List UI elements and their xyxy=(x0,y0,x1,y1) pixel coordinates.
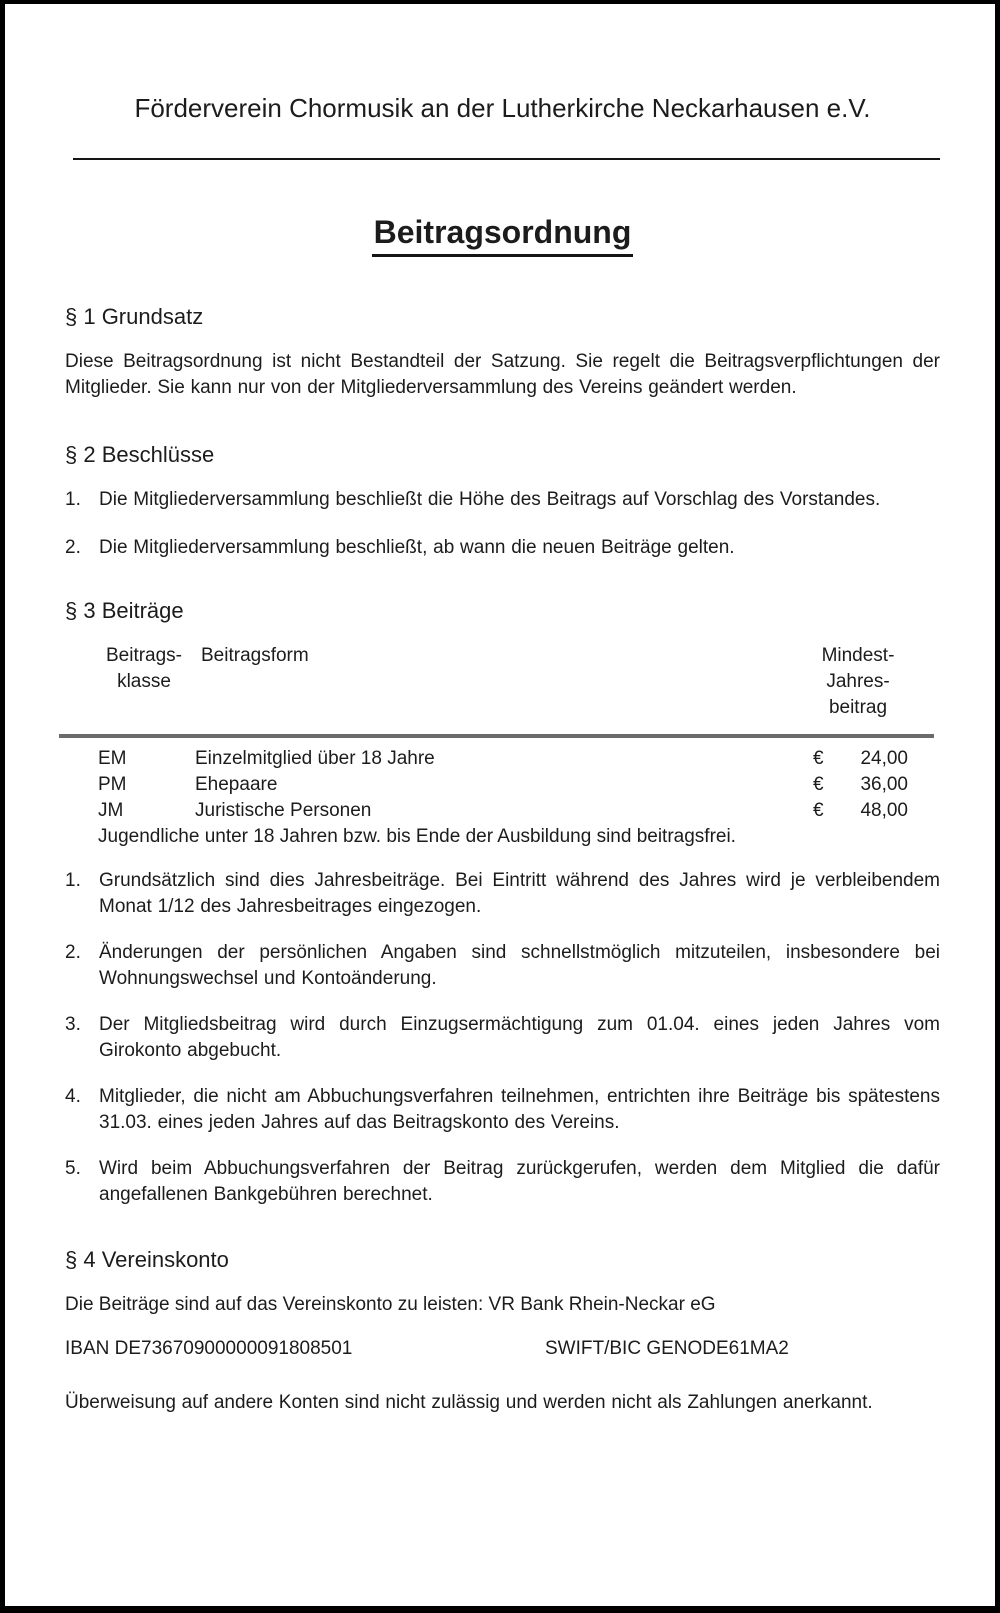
list-item xyxy=(65,487,940,513)
fee-table-header xyxy=(98,643,908,721)
document-title-text: Beitragsordnung xyxy=(372,212,634,257)
fee-table xyxy=(98,746,908,850)
swift-text: SWIFT/BIC GENODE61MA2 xyxy=(545,1338,789,1359)
fee-header-form: Beitragsform xyxy=(201,645,309,666)
item-number: 5. xyxy=(65,1158,81,1179)
fee-row xyxy=(98,798,908,824)
list-item xyxy=(65,535,940,561)
section-heading-3: § 3 Beiträge xyxy=(65,598,184,623)
fee-class: PM xyxy=(98,774,127,795)
currency-symbol: € xyxy=(813,774,824,795)
fee-form: Einzelmitglied über 18 Jahre xyxy=(195,748,435,769)
fee-row xyxy=(98,746,908,772)
fee-table-divider xyxy=(59,734,934,738)
bank-intro: Die Beiträge sind auf das Vereinskonto zu leisten: VR Bank Rhein-Neckar eG xyxy=(65,1294,716,1315)
item-text: Der Mitgliedsbeitrag wird durch Einzugsermächtigung zum 01.04. eines jeden Jahres vom Girokonto abgebucht. xyxy=(99,1014,940,1061)
section-1-paragraph: Diese Beitragsordnung ist nicht Bestandteil der Satzung. Sie regelt die Beitragsverpflichtungen der Mitglieder. Sie kann nur von der Mitgliederversammlung des Vereins geändert werden. xyxy=(65,351,940,398)
item-text: Die Mitgliederversammlung beschließt, ab wann die neuen Beiträge gelten. xyxy=(99,537,735,558)
fee-amount-cell xyxy=(813,772,908,798)
item-text: Wird beim Abbuchungsverfahren der Beitrag zurückgerufen, werden dem Mitglied die dafür angefallenen Bankgebühren berechnet. xyxy=(99,1158,940,1205)
item-text: Die Mitgliederversammlung beschließt die Höhe des Beitrags auf Vorschlag des Vorstandes. xyxy=(99,489,881,510)
item-text: Änderungen der persönlichen Angaben sind schnellstmöglich mitzuteilen, insbesondere bei Wohnungswechsel und Kontoänderung. xyxy=(99,942,940,989)
fee-amount: 48,00 xyxy=(860,800,908,821)
list-item xyxy=(65,1084,940,1136)
item-text: Mitglieder, die nicht am Abbuchungsverfahren teilnehmen, entrichten ihre Beiträge bis spätestens 31.03. eines jeden Jahres auf das Beitragskonto des Vereins. xyxy=(99,1086,940,1133)
closing-paragraph: Überweisung auf andere Konten sind nicht zulässig und werden nicht als Zahlungen anerkannt. xyxy=(65,1392,873,1413)
section-heading-1: § 1 Grundsatz xyxy=(65,304,204,329)
fee-form: Juristische Personen xyxy=(195,800,372,821)
list-item xyxy=(65,868,940,920)
item-number: 1. xyxy=(65,870,81,891)
fee-class: JM xyxy=(98,800,124,821)
fee-header-class: Beitrags- klasse xyxy=(105,645,183,692)
organization-title: Förderverein Chormusik an der Lutherkirche Neckarhausen e.V. xyxy=(134,93,871,123)
fee-amount: 36,00 xyxy=(860,774,908,795)
item-text: Grundsätzlich sind dies Jahresbeiträge. Bei Eintritt während des Jahres wird je verbleibendem Monat 1/12 des Jahresbeitrages eingezogen. xyxy=(99,870,940,917)
header-divider xyxy=(73,158,940,160)
item-number: 3. xyxy=(65,1014,81,1035)
fee-form: Ehepaare xyxy=(195,774,278,795)
fee-row xyxy=(98,772,908,798)
fee-amount: 24,00 xyxy=(860,748,908,769)
bank-details xyxy=(65,1336,940,1362)
section-heading-2: § 2 Beschlüsse xyxy=(65,442,215,467)
item-number: 1. xyxy=(65,489,81,510)
list-item xyxy=(65,940,940,992)
section-heading-4: § 4 Vereinskonto xyxy=(65,1247,229,1272)
currency-symbol: € xyxy=(813,800,824,821)
fee-header-amount: Mindest- Jahres- beitrag xyxy=(821,645,895,718)
item-number: 4. xyxy=(65,1086,81,1107)
item-number: 2. xyxy=(65,537,81,558)
list-item xyxy=(65,1012,940,1064)
fee-table-note: Jugendliche unter 18 Jahren bzw. bis Ende der Ausbildung sind beitragsfrei. xyxy=(98,826,736,847)
fee-amount-cell xyxy=(813,746,908,772)
list-item xyxy=(65,1156,940,1208)
currency-symbol: € xyxy=(813,748,824,769)
document-title xyxy=(65,212,940,257)
fee-amount-cell xyxy=(813,798,908,824)
iban-text: IBAN DE73670900000091808501 xyxy=(65,1338,353,1359)
item-number: 2. xyxy=(65,942,81,963)
fee-class: EM xyxy=(98,748,127,769)
